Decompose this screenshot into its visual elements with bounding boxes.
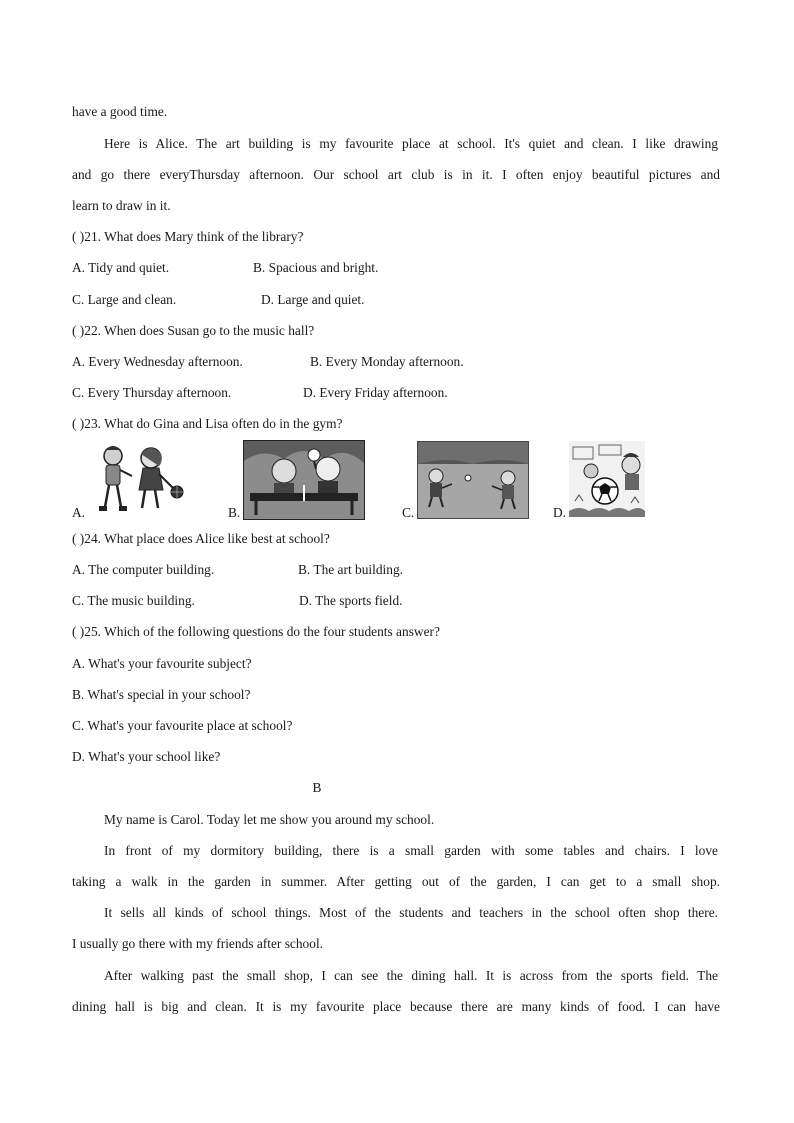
passage-line: have a good time. <box>72 104 168 119</box>
passage-line: It sells all kinds of school things. Most of the students and teachers in the school often shop there. <box>104 905 718 920</box>
option-c: C. Large and clean. <box>72 292 177 307</box>
option-c: C. <box>402 505 415 520</box>
passage-line: dining hall is big and clean. It is my favourite place because there are many kinds of food. I can have <box>72 999 720 1014</box>
option-b: B. What's special in your school? <box>72 687 251 702</box>
option-a: A. The computer building. <box>72 562 215 577</box>
option-d: D. The sports field. <box>299 593 403 608</box>
question-23-stem: ( )23. What do Gina and Lisa often do in the gym? <box>72 416 343 431</box>
passage-line: In front of my dormitory building, there is a small garden with some tables and chairs. I love <box>104 843 718 858</box>
question-24-stem: ( )24. What place does Alice like best at school? <box>72 531 330 546</box>
question-25-stem: ( )25. Which of the following questions do the four students answer? <box>72 624 440 639</box>
passage-line: taking a walk in the garden in summer. After getting out of the garden, I can get to a small shop. <box>72 874 720 889</box>
passage-line: After walking past the small shop, I can see the dining hall. It is across from the sports field. The <box>104 968 718 983</box>
option-a: A. What's your favourite subject? <box>72 656 252 671</box>
question-22-stem: ( )22. When does Susan go to the music hall? <box>72 323 315 338</box>
option-a: A. <box>72 505 86 520</box>
option-d: D. Large and quiet. <box>261 292 365 307</box>
question-21-stem: ( )21. What does Mary think of the library? <box>72 229 304 244</box>
option-d: D. Every Friday afternoon. <box>303 385 448 400</box>
option-c: C. What's your favourite place at school? <box>72 718 293 733</box>
option-c: C. The music building. <box>72 593 195 608</box>
picture-basketball <box>89 442 187 516</box>
option-b: B. Spacious and bright. <box>253 260 379 275</box>
option-b: B. The art building. <box>298 562 404 577</box>
option-a: A. Tidy and quiet. <box>72 260 170 275</box>
picture-table-tennis <box>243 440 365 520</box>
passage-line: and go there everyThursday afternoon. Our school art club is in it. I often enjoy beautiful pictures and <box>72 167 720 182</box>
option-a: A. Every Wednesday afternoon. <box>72 354 243 369</box>
option-d: D. <box>553 505 567 520</box>
picture-playing-ball-outdoors <box>417 441 529 519</box>
passage-line: Here is Alice. The art building is my favourite place at school. It's quiet and clean. I like drawing <box>104 136 718 151</box>
option-b: B. <box>228 505 241 520</box>
passage-line: I usually go there with my friends after school. <box>72 936 324 951</box>
option-d: D. What's your school like? <box>72 749 221 764</box>
option-b: B. Every Monday afternoon. <box>310 354 464 369</box>
picture-football <box>569 441 645 517</box>
section-heading: B <box>312 780 322 795</box>
passage-line: learn to draw in it. <box>72 198 171 213</box>
passage-line: My name is Carol. Today let me show you around my school. <box>104 812 435 827</box>
option-c: C. Every Thursday afternoon. <box>72 385 232 400</box>
